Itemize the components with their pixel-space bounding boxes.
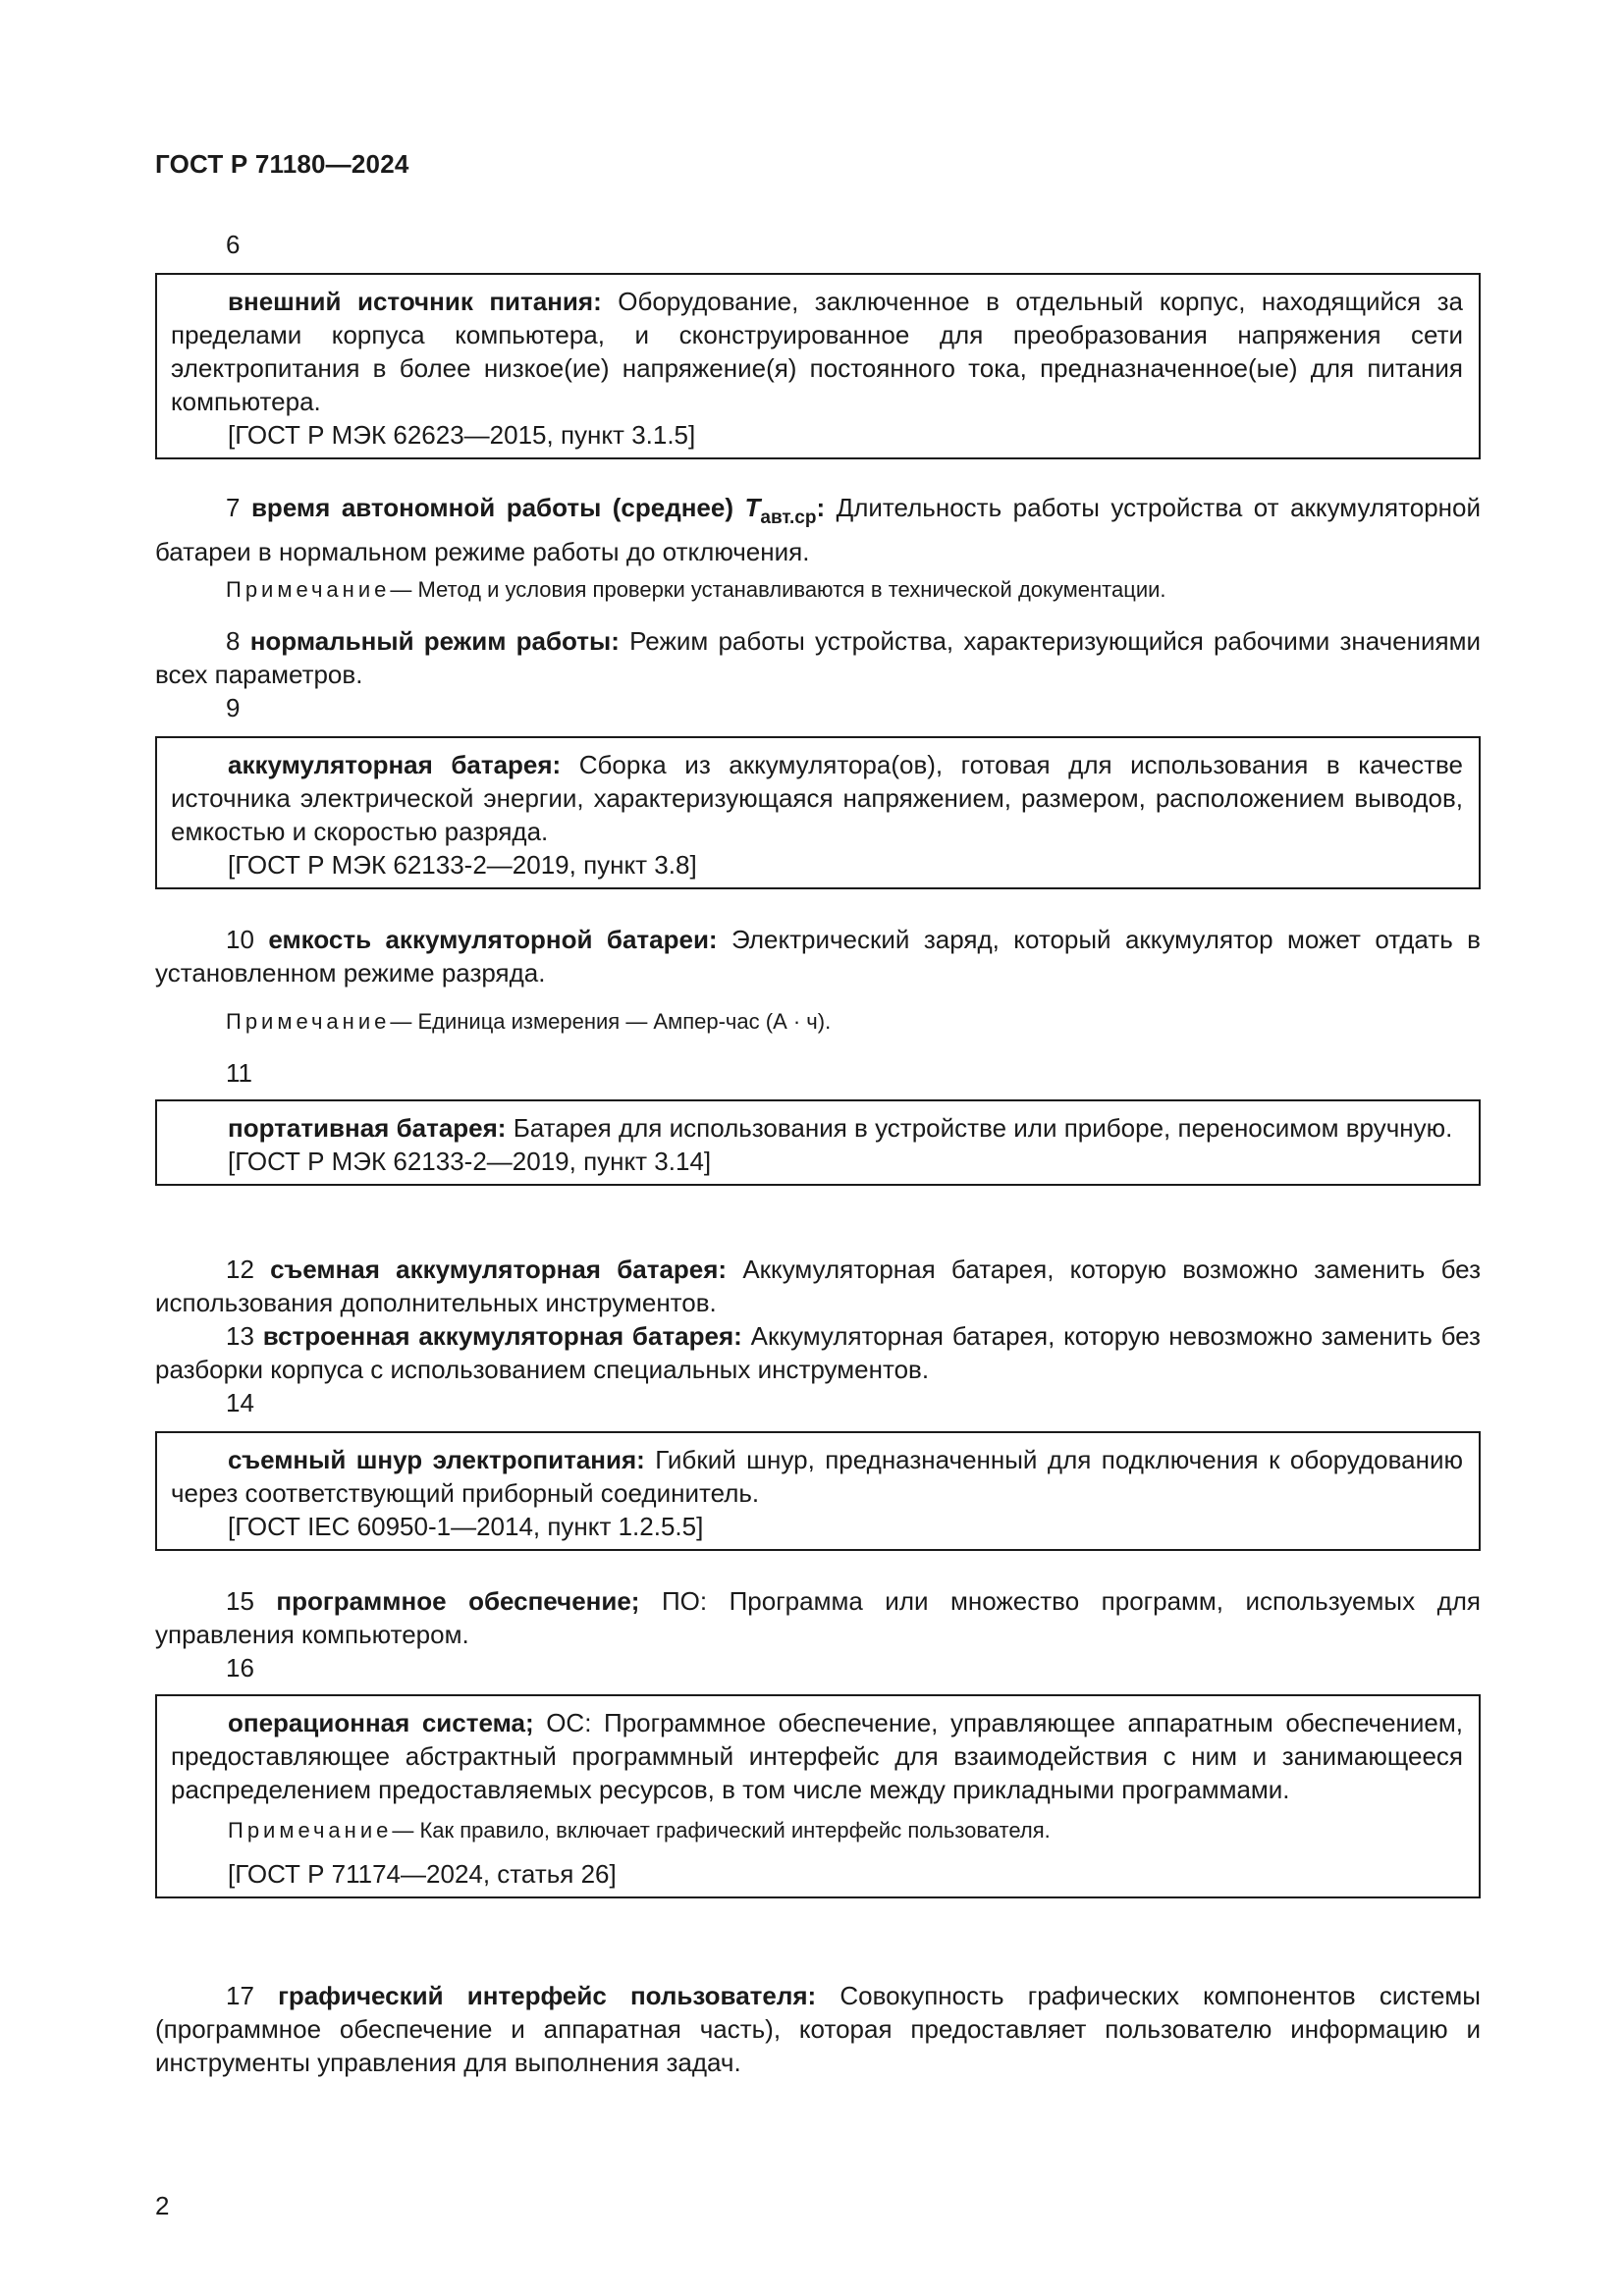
note [155, 1007, 1481, 1037]
term-number: 9 [226, 693, 241, 722]
term-title: внешний источник питания: [228, 287, 602, 316]
term-title: программное обеспечение; [276, 1586, 640, 1616]
definition-text: ОС: Программное обеспечение, управляющее аппаратным обеспечением, предоставляющее абстрактный программный интерфейс для взаимодействия с ним и занимающееся распределением предоставляемых ресурсов, в том числе между прикладными программами. [171, 1708, 1463, 1804]
note-label: Примечание [226, 577, 391, 602]
term-number: 7 [226, 493, 241, 522]
term-definition [155, 624, 1481, 691]
term-entry [155, 1979, 1481, 2079]
term-entry [155, 923, 1481, 989]
source-reference: [ГОСТ Р МЭК 62133-2—2019, пункт 3.8] [228, 850, 697, 880]
page-number: 2 [155, 2191, 170, 2220]
term-title: съемная аккумуляторная батарея: [270, 1255, 728, 1284]
note-label: Примечание [228, 1818, 393, 1842]
quoted-term-box [155, 273, 1481, 459]
document-header: ГОСТ Р 71180—2024 [155, 149, 409, 179]
term-number: 14 [226, 1388, 254, 1417]
definition-text: Аккумуляторная батарея, которую возможно заменить без использования дополнительных инструментов. [155, 1255, 1481, 1317]
quoted-term-box [155, 1694, 1481, 1898]
term-number: 12 [226, 1255, 254, 1284]
definition-text: Гибкий шнур, предназначенный для подключения к оборудованию через соответствующий приборный соединитель. [171, 1445, 1463, 1508]
term-title: аккумуляторная батарея: [228, 750, 562, 779]
term-definition [171, 1111, 1463, 1145]
note-text: — Единица измерения — Ампер-час (А · ч). [390, 1009, 832, 1034]
definition-text: Длительность работы устройства от аккумуляторной батареи в нормальном режиме работы до отключения. [155, 493, 1481, 566]
term-number: 16 [226, 1653, 254, 1682]
definition-text: Батарея для использования в устройстве или приборе, переносимом вручную. [513, 1113, 1453, 1143]
definition-text: Электрический заряд, который аккумулятор может отдать в установленном режиме разряда. [155, 925, 1481, 988]
term-symbol: T [744, 493, 761, 522]
definition-text: ПО: Программа или множество программ, используемых для управления компьютером. [155, 1586, 1481, 1649]
quoted-term-box [155, 736, 1481, 889]
term-number: 6 [226, 230, 241, 259]
term-entry [155, 1584, 1481, 1651]
note-text: — Метод и условия проверки устанавливаются в технической документации. [390, 577, 1166, 602]
definition-text: Аккумуляторная батарея, которую невозможно заменить без разборки корпуса с использованием специальных инструментов. [155, 1321, 1481, 1384]
term-title: встроенная аккумуляторная батарея: [262, 1321, 742, 1351]
term-number: 13 [226, 1321, 254, 1351]
source-reference: [ГОСТ IEC 60950-1—2014, пункт 1.2.5.5] [228, 1512, 704, 1541]
note [171, 1816, 1463, 1845]
term-definition: 7 время автономной работы (среднее) $T_{авт.ср}$: Длительность работы устройства от аккумуляторной батареи в нормальном режиме работы до отключения. [155, 493, 1481, 566]
term-entry [155, 624, 1481, 691]
term-number: 17 [226, 1981, 254, 2010]
source-reference: [ГОСТ Р МЭК 62623—2015, пункт 3.1.5] [228, 420, 696, 450]
term-number: 8 [226, 626, 241, 656]
term-definition [155, 1584, 1481, 1651]
quoted-term-box [155, 1431, 1481, 1551]
definition-text: Совокупность графических компонентов системы (программное обеспечение и аппаратная часть), которая предоставляет пользователю информацию и инструменты управления для выполнения задач. [155, 1981, 1481, 2077]
definition-text: Сборка из аккумулятора(ов), готовая для использования в качестве источника электрической энергии, характеризующаяся напряжением, размером, расположением выводов, емкостью и скоростью разряда. [171, 750, 1463, 846]
term-entry [155, 1253, 1481, 1319]
term-title: нормальный режим работы: [249, 626, 620, 656]
term-definition [155, 923, 1481, 989]
term-number: 15 [226, 1586, 254, 1616]
definition-text: Оборудование, заключенное в отдельный корпус, находящийся за пределами корпуса компьютера, и сконструированное для преобразования напряжения сети электропитания в более низкое(ие) напряжение(я) постоянного тока, предназначенное(ые) для питания компьютера. [171, 287, 1463, 416]
term-title: время автономной работы (среднее) [250, 493, 733, 522]
quoted-term-box [155, 1099, 1481, 1186]
term-definition [155, 1319, 1481, 1386]
note-text: — Как правило, включает графический интерфейс пользователя. [392, 1818, 1051, 1842]
term-number: 10 [226, 925, 254, 954]
term-entry [155, 1319, 1481, 1386]
term-title: портативная батарея: [228, 1113, 507, 1143]
term-number: 11 [226, 1058, 252, 1088]
term-entry [155, 491, 1481, 568]
term-symbol-subscript: авт.ср [760, 507, 817, 528]
term-title: емкость аккумуляторной батареи: [268, 925, 718, 954]
note [155, 575, 1481, 605]
term-definition [171, 748, 1463, 848]
term-title: съемный шнур электропитания: [228, 1445, 645, 1474]
term-title: графический интерфейс пользователя: [278, 1981, 817, 2010]
term-definition [155, 1253, 1481, 1319]
source-reference: [ГОСТ Р 71174—2024, статья 26] [228, 1859, 617, 1889]
term-definition [171, 1706, 1463, 1806]
term-definition [171, 285, 1463, 418]
term-definition [155, 1979, 1481, 2079]
definition-text: Режим работы устройства, характеризующийся рабочими значениями всех параметров. [155, 626, 1481, 689]
note-label: Примечание [226, 1009, 391, 1034]
source-reference: [ГОСТ Р МЭК 62133-2—2019, пункт 3.14] [228, 1147, 712, 1176]
term-definition [171, 1443, 1463, 1510]
term-title: операционная система; [228, 1708, 534, 1737]
